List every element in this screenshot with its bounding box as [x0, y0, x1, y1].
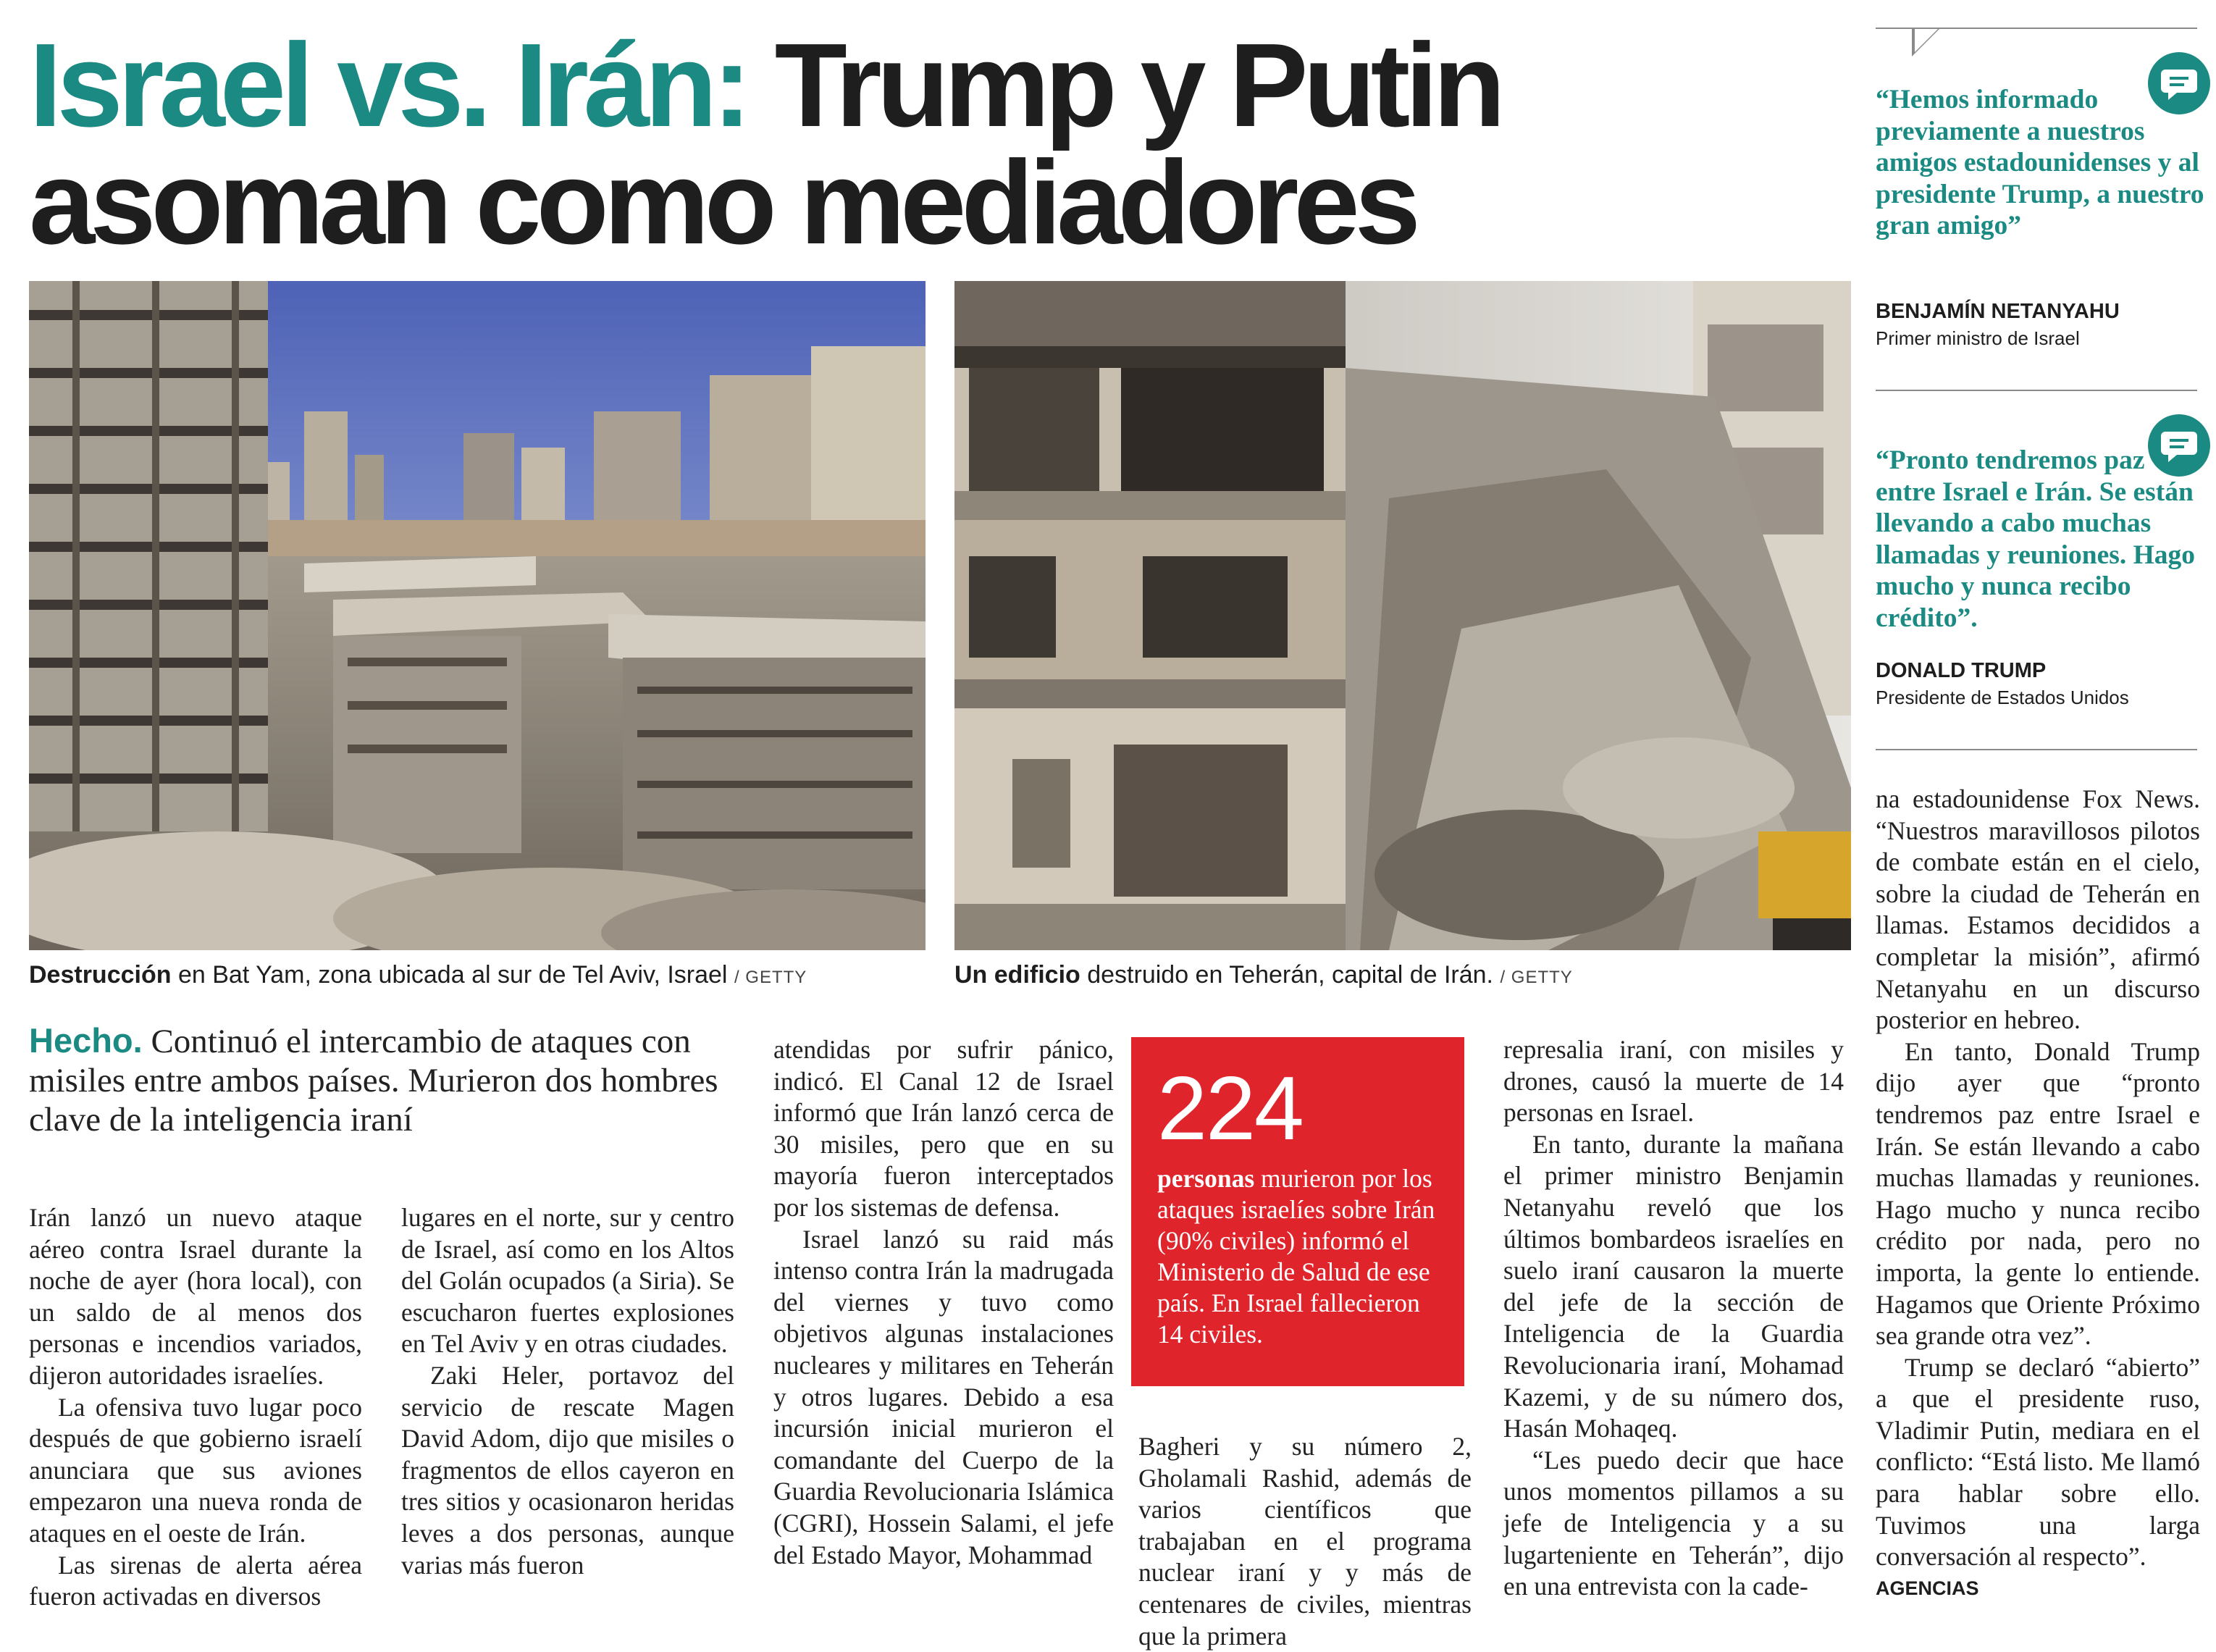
col6-paragraph: En tanto, Donald Trump dijo ayer que “pronto tendremos paz entre Israel e Irán. Se están llevando a cabo muchas llamadas y reuniones. Hago mucho y nunca recibo crédito por nada, pero no importa, la gente lo entiende. Hagamos que Oriente Próximo sea grande otra vez”. — [1876, 1036, 2200, 1351]
col5-paragraph: En tanto, durante la mañana el primer ministro Benjamin Netanyahu reveló que los últimos bombardeos israelíes en suelo iraní causaron la muerte del jefe de la sección de Inteligencia de la Guardia Revolucionaria iraní, Mohamad Kazemi, y de su número dos, Hasán Mohaqeq. — [1503, 1129, 1844, 1443]
col6-paragraph: na estadounidense Fox News. “Nuestros maravillosos pilotos de combate están en el cielo, sobre la ciudad de Teherán en llamas. Estamos decididos a completar la misión”, afirmó Netanyahu en un discurso posterior en hebreo. — [1876, 784, 2200, 1035]
article-column-3 — [773, 1034, 1114, 1571]
article-column-6 — [1876, 784, 2200, 1604]
deck-text: Continuó el intercambio de ataques con misiles entre ambos países. Murieron dos hombres clave de la inteligencia iraní — [29, 1023, 718, 1139]
col6-paragraph: Trump se declaró “abierto” a que el presidente ruso, Vladimir Putin, mediara en el conflicto: “Está listo. Me llamó para hablar sobre ello. Tuvimos una larga conversación al respecto”. — [1876, 1352, 2200, 1572]
headline-line-1 — [29, 20, 1501, 151]
photo-left-caption-bold: Destrucción — [29, 961, 172, 989]
col1-paragraph: Irán lanzó un nuevo ataque aéreo contra Israel durante la noche de ayer (hora local), con un saldo de al menos dos personas e incendios variados, dijeron autoridades israelíes. — [29, 1203, 362, 1390]
col1-paragraph: La ofensiva tuvo lugar poco después de que gobierno israelí anunciara que sus aviones empezaron una nueva ronda de ataques en el oeste de Irán. — [29, 1392, 362, 1548]
photo-right-caption — [954, 959, 1573, 994]
quote-trump-name: DONALD TRUMP — [1876, 659, 2047, 682]
infobox-text-bold: personas — [1157, 1164, 1255, 1193]
quote-netanyahu-role: Primer ministro de Israel — [1876, 327, 2080, 349]
sidebar-bottom-rule — [1876, 749, 2197, 750]
article-column-2 — [401, 1202, 734, 1581]
quote-netanyahu-name: BENJAMÍN NETANYAHU — [1876, 300, 2120, 323]
quote-trump-role: Presidente de Estados Unidos — [1876, 687, 2129, 708]
col5-paragraph: represalia iraní, con misiles y drones, causó la muerte de 14 personas en Israel. — [1503, 1035, 1844, 1128]
byline: AGENCIAS — [1876, 1577, 1979, 1599]
article-column-1 — [29, 1202, 362, 1613]
photo-left-caption-text: en Bat Yam, zona ubicada al sur de Tel Aviv, Israel — [171, 961, 728, 989]
infobox-text-body: murieron por los ataques israelíes sobre Irán (90% civiles) informó el Ministerio de Salud de ese país. En Israel fallecieron 14 civiles. — [1157, 1164, 1435, 1349]
article-deck — [29, 1021, 739, 1139]
article-column-4 — [1138, 1431, 1472, 1652]
photo-right-credit: / GETTY — [1500, 968, 1573, 987]
headline-topic: Israel vs. Irán: — [29, 19, 747, 151]
col5-paragraph: “Les puedo decir que hace unos momentos pillamos a su jefe de Inteligencia y a su lugarteniente en Teherán”, dijo en una entrevista con la cade- — [1503, 1445, 1844, 1601]
photo-bat-yam-illustration — [29, 281, 926, 950]
col1-paragraph: Las sirenas de alerta aérea fueron activadas en diversos — [29, 1550, 362, 1611]
headline-text-1: Trump y Putin — [774, 19, 1501, 151]
quote-netanyahu: “Hemos informado previamente a nuestros amigos estadounidenses y al presidente Trump, a nuestro gran amigo” — [1876, 85, 2204, 241]
infobox-casualties — [1131, 1037, 1464, 1386]
col3-paragraph: Israel lanzó su raid más intenso contra Irán la madrugada del viernes y tuvo como objetivos algunas instalaciones nucleares y militares en Teherán y otros lugares. Debido a esa incursión inicial murieron el comandante del Cuerpo de la Guardia Revolucionaria Islámica (CGRI), Hossein Salami, el jefe del Estado Mayor, Mohammad — [773, 1224, 1114, 1569]
photo-right-caption-bold: Un edificio — [954, 961, 1080, 989]
infobox-text — [1157, 1163, 1447, 1350]
deck-label: Hecho. — [29, 1021, 143, 1060]
photo-teheran — [954, 281, 1851, 950]
photo-right-caption-text: destruido en Teherán, capital de Irán. — [1080, 961, 1493, 989]
infobox-number: 224 — [1157, 1059, 1303, 1159]
sidebar-top-notch — [1912, 28, 1941, 56]
photo-left-credit: / GETTY — [734, 968, 807, 987]
photo-teheran-illustration — [954, 281, 1851, 950]
quote-trump: “Pronto tendremos paz entre Israel e Irán. Se están llevando a cabo muchas llamadas y reuniones. Hago mucho y nunca recibo crédito”. — [1876, 445, 2196, 633]
col4-paragraph: Bagheri y su número 2, Gholamali Rashid, además de varios científicos que trabajaban en el programa nuclear iraní y y más de centenares de civiles, mientras que la primera — [1138, 1432, 1472, 1651]
photo-left-caption — [29, 959, 807, 994]
col3-paragraph: atendidas por sufrir pánico, indicó. El Canal 12 de Israel informó que Irán lanzó cerca de 30 misiles, pero que en su mayoría fueron interceptados por los sistemas de defensa. — [773, 1035, 1114, 1222]
article-column-5 — [1503, 1034, 1844, 1603]
photo-bat-yam — [29, 281, 926, 950]
col2-paragraph: Zaki Heler, portavoz del servicio de rescate Magen David Adom, dijo que misiles o fragmentos de ellos cayeron en tres sitios y ocasionaron heridas leves a dos personas, aunque varias más fueron — [401, 1360, 734, 1580]
sidebar-divider — [1876, 390, 2197, 391]
headline-line-2: asoman como mediadores — [29, 136, 1416, 269]
col2-paragraph: lugares en el norte, sur y centro de Israel, así como en los Altos del Golán ocupados (a Siria). Se escucharon fuertes explosiones en Tel Aviv y en otras ciudades. — [401, 1203, 734, 1359]
